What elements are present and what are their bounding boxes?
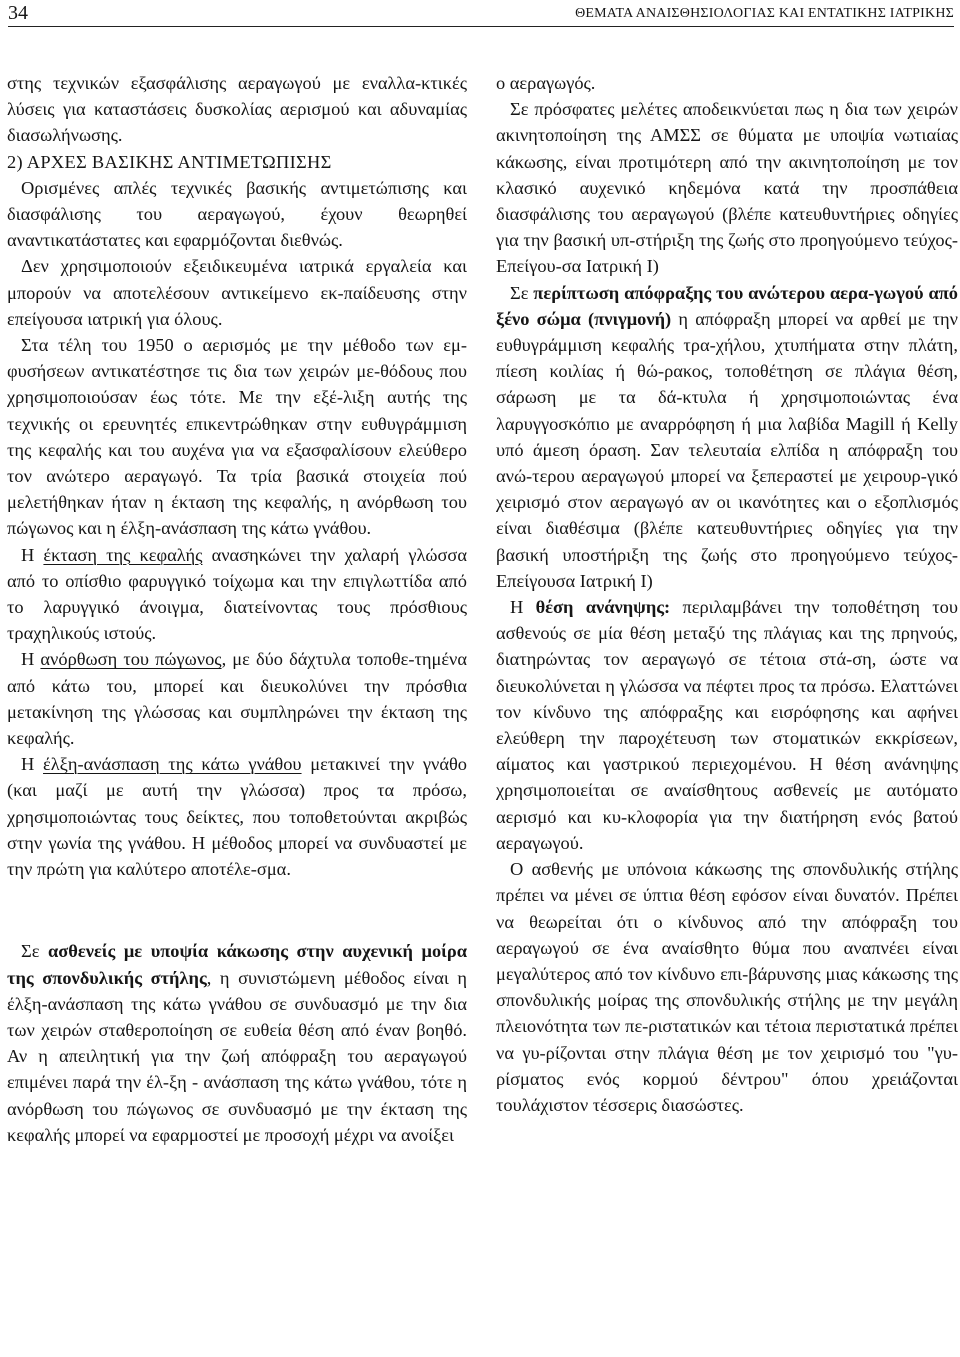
left-column	[7, 70, 467, 1148]
running-title: ΘΕΜΑΤΑ ΑΝΑΙΣΘΗΣΙΟΛΟΓΙΑΣ ΚΑΙ ΕΝΤΑΤΙΚΗΣ ΙΑΤΡΙΚΗΣ	[575, 6, 954, 21]
underlined-term: ανόρθωση του πώγωνος	[40, 649, 222, 670]
paragraph: Ορισμένες απλές τεχνικές βασικής αντιμετώπισης και διασφάλισης του αεραγωγού, έχουν θεωρηθεί αναντικατάστατες και εφαρμόζονται διεθνώς.	[7, 177, 467, 251]
paragraph: Δεν χρησιμοποιούν εξειδικευμένα ιατρικά εργαλεία και μπορούν να αποτελέσουν αντικείμενο εκ-παίδευσης στην επείγουσα ιατρική για όλους.	[7, 256, 467, 329]
bold-phrase: περίπτωση απόφραξης του ανώτερου αερα-γωγού από ξένο σώμα (πνιγμονή)	[496, 282, 958, 329]
paragraph: Η έκταση της κεφαλής ανασηκώνει την χαλαρή γλώσσα από το οπίσθιο φαρυγγικό τοίχωμα και την επιγλωττίδα από το λαρυγγικό άνοιγμα, διατείνοντας τους πρόσθιους τραχηλικούς ιστούς.	[7, 544, 467, 644]
paragraph: Σε πρόσφατες μελέτες αποδεικνύεται πως η δια των χειρών ακινητοποίηση της ΑΜΣΣ σε θύματα με υποψία νωτιαίας κάκωσης, είναι προτιμότερη από την ακινητοποίηση με τον κλασικό αυχενικό κηδεμόνα κατά την προσπάθεια διασφάλισης του αεραγωγού (βλέπε κατευθυντήριες οδηγίες για την βασική υπ-στήριξη της ζωής στο προηγούμενο τεύχος- Επείγου-σα Ιατρική Ι)	[496, 99, 958, 277]
right-column	[496, 70, 958, 1118]
bold-phrase: θέση ανάνηψης:	[535, 597, 671, 618]
paragraph: Η έλξη-ανάσπαση της κάτω γνάθου μετακινεί την γνάθο (και μαζί με αυτή την γλώσσα) προς τα πρόσω, χρησιμοποιώντας τους δείκτες, που τοποθετούνται ακριβώς στην γωνία της γνάθου. Η μέθοδος μπορεί να συνδυαστεί με την πρώτη για καλύτερο αποτέλε-σμα.	[7, 754, 467, 880]
underlined-term: έκταση της κεφαλής	[43, 544, 203, 565]
page-header	[8, 0, 954, 27]
paragraph: στης τεχνικών εξασφάλισης αεραγωγού με εναλλα-κτικές λύσεις για καταστάσεις δυσκολίας αερισμού και αδυναμίας διασωλήνωσης.	[7, 73, 467, 146]
paragraph: Σε περίπτωση απόφραξης του ανώτερου αερα-γωγού από ξένο σώμα (πνιγμονή) η απόφραξη μπορεί να αρθεί με την ευθυγράμμιση κεφαλής τρα-χήλου, χτυπήματα στην πλάτη, πίεση κοιλίας ή θώ-ρακος, τοποθέτηση σε πλάγια θέση, σάρωση με τα δά-κτυλα ή χρησιμοποιώντας ένα λαρυγγοσκόπιο με αναρρόφηση ή μια λαβίδα Magill ή Kelly υπό άμεση όραση. Σαν τελευταία ελπίδα η απόφραξη του ανώ-τερου αεραγωγού μπορεί να ξεπεραστεί με χειρουρ-γικό χειρισμό στον αεραγωγό αν οι ικανότητες και ο εξοπλισμός είναι διαθέσιμα (βλέπε κατευθυντήριες οδηγίες για την βασική υποστήριξη της ζωής στο προηγούμενο τεύχος- Επείγουσα Ιατρική Ι)	[496, 282, 958, 591]
underlined-term: έλξη-ανάσπαση της κάτω γνάθου	[43, 754, 302, 775]
paragraph: Η ανόρθωση του πώγωνος, με δύο δάχτυλα τοποθε-τημένα από κάτω του, μπορεί και διευκολύνει την πρόσθια μετακίνηση της γλώσσας και συμπληρώνει την έκταση της κεφαλής.	[7, 649, 467, 749]
bold-phrase: ασθενείς με υποψία κάκωσης στην αυχενική μοίρα της σπονδυλικής στήλης	[7, 941, 467, 988]
paragraph: Στα τέλη του 1950 ο αερισμός με την μέθοδο των εμ-φυσήσεων αντικατέστησε τις δια των χειρών με-θόδους που χρησιμοποιούσαν έως τότε. Με την εξέ-λιξη αυτής της τεχνικής οι ερευνητές επικεντρώθηκαν στην ευθυγράμμιση της κεφαλής και του αυχένα για να εξασφαλίσουν ελεύθερο τον ανώτερο αεραγωγό. Τα τρία βασικά στοιχεία πού μελετήθηκαν ήταν η έκταση της κεφαλής, η ανόρθωση του πώγωνος και η έλξη-ανάσπαση της κάτω γνάθου.	[7, 335, 467, 539]
section-heading: 2) ΑΡΧΕΣ ΒΑΣΙΚΗΣ ΑΝΤΙΜΕΤΩΠΙΣΗΣ	[7, 151, 332, 172]
paragraph: Ο ασθενής με υπόνοια κάκωσης της σπονδυλικής στήλης πρέπει να μένει σε ύπτια θέση εφόσον είναι δυνατόν. Πρέπει να θεωρείται ότι ο κίνδυνος από την απόφραξη του αεραγωγού σε ένα αναίσθητο θύμα που αναπνέει είναι μεγαλύτερος από τον κίνδυνο επι-βάρυνσης μιας κάκωσης της σπονδυλικής μοίρας της σπονδυλικής στήλης με την μεγάλη πλειονότητα των πε-ριστατικών και τέτοια περιστατικά πρέπει να γυ-ρίζονται στην πλάγια θέση με τον χειρισμό του "γυ-ρίσματος ενός κορμού δέντρου" όπου χρειάζονται τουλάχιστον τέσσερις διασώστες.	[496, 859, 958, 1115]
page-number: 34	[8, 2, 28, 24]
paragraph: Σε ασθενείς με υποψία κάκωσης στην αυχενική μοίρα της σπονδυλικής στήλης, η συνιστώμενη μέθοδος είναι η έλξη-ανάσπαση της κάτω γνάθου σε συνδυασμό με την δια των χειρών σταθεροποίηση σε ευθεία θέση από έναν βοηθό. Αν η απειλητική για την ζωή απόφραξη του αεραγωγού επιμένει παρά την έλ-ξη - ανάσπαση της κάτω γνάθου, τότε η ανόρθωση του πώγωνος σε συνδυασμό με την έκταση της κεφαλής μπορεί να εφαρμοστεί με προσοχή μέχρι να ανοίξει	[7, 941, 468, 1145]
paragraph: Η θέση ανάνηψης: περιλαμβάνει την τοποθέτηση του ασθενούς σε μία θέση μεταξύ της πλάγιας και της πρηνούς, διατηρώντας τον αεραγωγό σε τέτοια στά-ση, ώστε να διευκολύνεται η γλώσσα να πέφτει προς τα πρόσω. Ελαττώνει τον κίνδυνο της απόφραξης και εισρόφησης και αφήνει ελεύθερη την παροχέτευση των στοματικών εκκρίσεων, αίματος και γαστρικού περιεχομένου. Η θέση ανάνηψης χρησιμοποιείται σε αναίσθητους ασθενείς με αυτόματο αερισμό και κυ-κλοφορία για την διατήρηση ενός βατού αεραγωγού.	[496, 597, 958, 853]
paragraph: ο αεραγωγός.	[496, 73, 596, 93]
